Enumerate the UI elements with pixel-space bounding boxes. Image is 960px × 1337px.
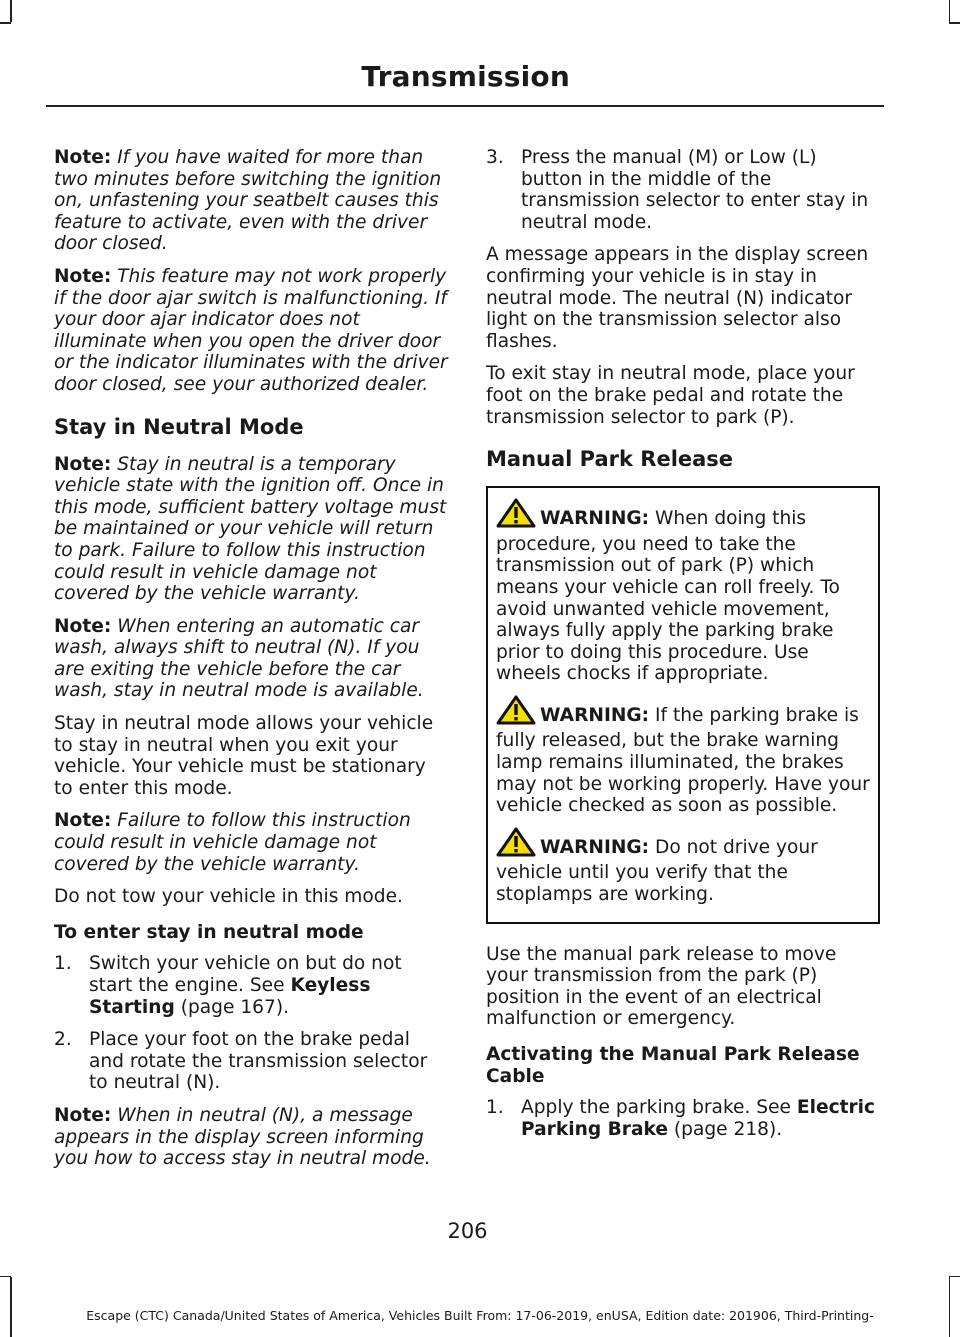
note: Note: If you have waited for more than two minutes before switching the ignition on, unfastening your seatbelt causes this feature to activate, even with the driver door closed. <box>54 147 442 255</box>
page-number: 206 <box>447 1219 488 1243</box>
crop-mark <box>949 1277 951 1337</box>
warning-box <box>486 486 880 924</box>
warning-triangle-icon <box>496 498 536 534</box>
list-item: 2. Place your foot on the brake pedal and rotate the transmission selector to neutral (N). <box>54 1029 428 1094</box>
list-item: 3. Press the manual (M) or Low (L) button in the middle of the transmission selector to enter stay in neutral mode. <box>486 147 869 233</box>
paragraph: Stay in neutral mode allows your vehicle to stay in neutral when you exit your vehicle. Your vehicle must be stationary to enter this mode. <box>54 713 434 799</box>
warning-triangle-icon <box>496 827 536 863</box>
footer: Escape (CTC) Canada/United States of America, Vehicles Built From: 17-06-2019, enUSA, Edition date: 201906, Third-Printing- <box>86 1308 874 1323</box>
list-item: 1. Apply the parking brake. See Electric Parking Brake (page 218). <box>486 1097 876 1140</box>
crop-mark <box>949 22 960 24</box>
paragraph: Do not tow your vehicle in this mode. <box>54 886 403 908</box>
paragraph: A message appears in the display screen confirming your vehicle is in stay in neutral mode. The neutral (N) indicator light on the transmission selector also flashes. <box>486 244 869 352</box>
cross-reference-link[interactable]: Keyless Starting <box>89 975 371 1018</box>
header-divider <box>46 105 884 107</box>
page-title: Transmission <box>361 60 570 93</box>
note: Note: When in neutral (N), a message appears in the display screen informing you how to access stay in neutral mode. <box>54 1104 431 1170</box>
crop-mark <box>0 1276 11 1278</box>
warning-triangle-icon <box>496 695 536 731</box>
warning: WARNING: Do not drive your vehicle until you verify that the stoplamps are working. <box>496 827 870 906</box>
note: Note: This feature may not work properly if the door ajar switch is malfunctioning. If your door ajar indicator does not illuminate when you open the driver door or the indicator illuminates with the driver door closed, see your authorized dealer. <box>54 265 448 395</box>
subheading-activating-release-cable: Activating the Manual Park Release Cable <box>486 1044 860 1087</box>
crop-mark <box>949 1276 960 1278</box>
note: Note: Failure to follow this instruction could result in vehicle damage not covered by the vehicle warranty. <box>54 810 411 875</box>
subheading-enter-stay-in-neutral: To enter stay in neutral mode <box>54 921 364 943</box>
warning: WARNING: When doing this procedure, you need to take the transmission out of park (P) which means your vehicle can roll freely. To avoid unwanted vehicle movement, always fully apply the parking brake prior to doing this procedure. Use wheels chocks if appropriate. <box>496 498 870 685</box>
note: Note: Stay in neutral is a temporary vehicle state with the ignition off. Once in this mode, sufficient battery voltage must be maintained or your vehicle will return to park. Failure to follow this instruction could result in vehicle damage not covered by the vehicle warranty. <box>54 453 447 605</box>
right-column <box>486 147 880 1151</box>
section-heading-stay-in-neutral: Stay in Neutral Mode <box>54 414 304 439</box>
note: Note: When entering an automatic car wash, always shift to neutral (N). If you are exiting the vehicle before the car wash, stay in neutral mode is available. <box>54 615 424 702</box>
section-heading-manual-park-release: Manual Park Release <box>486 447 734 472</box>
cross-reference-link[interactable]: Electric Parking Brake <box>521 1097 876 1140</box>
crop-mark <box>10 1277 12 1337</box>
paragraph: Use the manual park release to move your transmission from the park (P) position in the event of an electrical malfunction or emergency. <box>486 943 837 1030</box>
paragraph: To exit stay in neutral mode, place your foot on the brake pedal and rotate the transmission selector to park (P). <box>486 363 855 428</box>
list-item: 1. Switch your vehicle on but do not start the engine. See Keyless Starting (page 167). <box>54 953 402 1018</box>
left-column <box>54 147 448 1181</box>
crop-mark <box>0 22 11 24</box>
crop-mark <box>949 0 951 22</box>
crop-mark <box>10 0 12 22</box>
warning: WARNING: If the parking brake is fully released, but the brake warning lamp remains illuminated, the brakes may not be working properly. Have your vehicle checked as soon as possible. <box>496 695 870 817</box>
